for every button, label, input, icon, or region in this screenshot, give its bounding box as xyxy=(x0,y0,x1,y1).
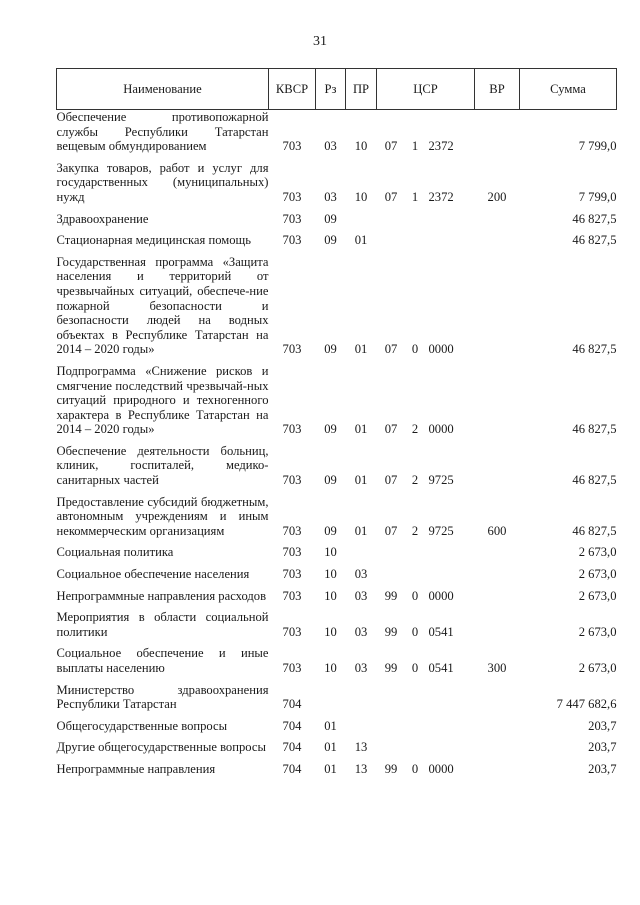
table-row xyxy=(57,110,617,161)
csr-direction: 9725 xyxy=(428,473,454,488)
row-vr xyxy=(475,444,520,495)
row-name: Стационарная медицинская помощь xyxy=(56,233,251,248)
row-sum: 2 673,0 xyxy=(578,545,617,560)
row-vr xyxy=(475,255,520,364)
csr-direction: 2372 xyxy=(428,189,454,204)
row-sum: 46 827,5 xyxy=(572,211,617,226)
row-sum: 2 673,0 xyxy=(578,567,617,582)
row-rz: 03 xyxy=(324,189,337,204)
table-row xyxy=(57,762,617,784)
table-header-row xyxy=(57,69,617,110)
page-number: 31 xyxy=(313,34,327,49)
table-row xyxy=(57,233,617,255)
row-csr xyxy=(377,255,475,364)
row-csr xyxy=(377,110,475,161)
row-kvsr: 703 xyxy=(282,211,302,226)
row-rz: 10 xyxy=(324,545,337,560)
row-vr xyxy=(475,719,520,741)
row-name: Предоставление субсидий бюджетным, автономным учреждениям и иным некоммерческим организациям xyxy=(56,494,269,538)
row-pr: 10 xyxy=(354,189,368,204)
row-pr: 03 xyxy=(354,567,368,582)
row-sum: 2 673,0 xyxy=(578,588,617,603)
row-name: Мероприятия в области социальной политики xyxy=(56,610,269,639)
csr-subprogram: 0 xyxy=(411,624,419,639)
row-csr xyxy=(377,646,475,682)
csr-program: 07 xyxy=(384,342,398,357)
row-name: Непрограммные направления xyxy=(56,761,216,776)
csr-direction: 0000 xyxy=(428,342,454,357)
csr-program: 07 xyxy=(384,473,398,488)
row-name: Обеспечение противопожарной службы Республики Татарстан вещевым обмундированием xyxy=(56,110,269,154)
row-vr xyxy=(475,740,520,762)
csr-subprogram: 0 xyxy=(411,342,419,357)
row-rz: 09 xyxy=(324,342,337,357)
row-name: Другие общегосударственные вопросы xyxy=(56,740,266,755)
header-sum: Сумма xyxy=(520,69,617,110)
csr-subprogram: 1 xyxy=(411,139,419,154)
row-kvsr: 704 xyxy=(282,718,302,733)
budget-table xyxy=(56,68,617,784)
row-rz: 10 xyxy=(324,624,337,639)
table-row xyxy=(57,719,617,741)
row-csr xyxy=(377,762,475,784)
csr-program: 99 xyxy=(384,624,398,639)
csr-program: 99 xyxy=(384,761,398,776)
row-pr xyxy=(346,545,377,567)
row-pr: 03 xyxy=(354,588,368,603)
row-sum: 2 673,0 xyxy=(578,624,617,639)
csr-subprogram: 2 xyxy=(411,473,419,488)
row-sum: 203,7 xyxy=(588,740,617,755)
row-rz: 10 xyxy=(324,661,337,675)
row-vr xyxy=(475,762,520,784)
row-kvsr: 703 xyxy=(282,473,302,488)
row-pr xyxy=(346,719,377,741)
row-sum: 46 827,5 xyxy=(572,523,617,538)
csr-direction: 0541 xyxy=(428,661,454,675)
csr-code xyxy=(377,422,475,437)
row-vr xyxy=(475,589,520,611)
row-rz: 09 xyxy=(324,211,337,226)
row-rz: 09 xyxy=(324,523,337,538)
header-kvsr: КВСР xyxy=(269,69,316,110)
table-row xyxy=(57,255,617,364)
csr-subprogram: 2 xyxy=(411,422,419,437)
row-kvsr: 704 xyxy=(282,697,302,712)
row-name: Непрограммные направления расходов xyxy=(56,588,267,603)
row-sum: 46 827,5 xyxy=(572,233,617,248)
row-vr xyxy=(475,610,520,646)
row-csr xyxy=(377,364,475,444)
row-csr xyxy=(377,444,475,495)
table-row xyxy=(57,364,617,444)
csr-direction: 2372 xyxy=(428,139,454,154)
csr-program: 99 xyxy=(384,661,398,675)
row-csr xyxy=(377,545,475,567)
row-pr: 01 xyxy=(354,422,368,437)
row-kvsr: 703 xyxy=(282,661,302,675)
row-name: Социальное обеспечение населения xyxy=(56,567,250,582)
row-pr: 01 xyxy=(354,473,368,488)
csr-subprogram: 0 xyxy=(411,661,419,675)
header-name: Наименование xyxy=(57,69,269,110)
row-kvsr: 703 xyxy=(282,422,302,437)
row-vr xyxy=(475,545,520,567)
csr-code xyxy=(377,342,475,357)
row-name: Обеспечение деятельности больниц, клиник, госпиталей, медико-санитарных частей xyxy=(56,443,269,488)
header-csr: ЦСР xyxy=(377,69,475,110)
row-kvsr: 704 xyxy=(282,761,302,776)
row-sum: 46 827,5 xyxy=(572,473,617,488)
csr-code xyxy=(377,190,475,205)
row-pr: 03 xyxy=(354,624,368,639)
row-csr xyxy=(377,683,475,719)
row-vr: 600 xyxy=(487,523,507,538)
table-row xyxy=(57,444,617,495)
csr-code xyxy=(377,589,475,604)
row-rz: 10 xyxy=(324,567,337,582)
header-rz: Рз xyxy=(316,69,346,110)
row-rz: 01 xyxy=(324,761,337,776)
row-kvsr: 703 xyxy=(282,139,302,154)
row-sum: 46 827,5 xyxy=(572,342,617,357)
table-row xyxy=(57,495,617,546)
row-rz: 09 xyxy=(324,422,337,437)
row-sum: 7 447 682,6 xyxy=(556,697,617,712)
table-row xyxy=(57,589,617,611)
row-csr xyxy=(377,589,475,611)
row-kvsr: 703 xyxy=(282,545,302,560)
csr-code xyxy=(377,524,475,539)
table-row xyxy=(57,610,617,646)
row-kvsr: 704 xyxy=(282,740,302,755)
table-row xyxy=(57,740,617,762)
row-sum: 2 673,0 xyxy=(578,661,617,675)
csr-program: 07 xyxy=(384,422,398,437)
row-csr xyxy=(377,495,475,546)
csr-code xyxy=(377,762,475,777)
row-rz: 01 xyxy=(324,740,337,755)
csr-subprogram: 0 xyxy=(411,761,419,776)
row-pr xyxy=(346,212,377,234)
row-pr: 13 xyxy=(354,761,368,776)
csr-code xyxy=(377,473,475,488)
csr-subprogram: 2 xyxy=(411,523,419,538)
row-kvsr: 703 xyxy=(282,567,302,582)
header-vr: ВР xyxy=(475,69,520,110)
row-csr xyxy=(377,161,475,212)
row-pr xyxy=(346,683,377,719)
csr-direction: 9725 xyxy=(428,523,454,538)
row-kvsr: 703 xyxy=(282,523,302,538)
row-name: Подпрограмма «Снижение рисков и смягчение последствий чрезвычай-ных ситуаций природного и техногенного характера в Республике Татарстан на 2014 – 2020 годы» xyxy=(56,363,269,437)
row-rz: 01 xyxy=(324,718,337,733)
row-pr: 13 xyxy=(354,740,368,755)
row-kvsr: 703 xyxy=(282,624,302,639)
csr-code xyxy=(377,661,475,676)
row-sum: 7 799,0 xyxy=(578,139,617,154)
row-csr xyxy=(377,233,475,255)
csr-subprogram: 1 xyxy=(411,189,419,204)
row-name: Министерство здравоохранения Республики Татарстан xyxy=(56,682,269,712)
row-name: Государственная программа «Защита населения и территорий от чрезвычайных ситуаций, обеспече-ние пожарной безопасности и безопасности людей на водных объектах в Республике Татарстан на 2014 – 2020 годы» xyxy=(56,254,269,357)
table-row xyxy=(57,567,617,589)
row-name: Социальная политика xyxy=(56,545,174,560)
csr-program: 07 xyxy=(384,189,398,204)
row-rz: 09 xyxy=(324,233,337,248)
row-kvsr: 703 xyxy=(282,588,302,603)
row-sum: 46 827,5 xyxy=(572,422,617,437)
csr-program: 99 xyxy=(384,588,398,603)
row-csr xyxy=(377,719,475,741)
row-kvsr: 703 xyxy=(282,189,302,204)
table-row xyxy=(57,545,617,567)
row-vr xyxy=(475,212,520,234)
row-csr xyxy=(377,740,475,762)
row-csr xyxy=(377,212,475,234)
row-sum: 7 799,0 xyxy=(578,189,617,204)
row-rz: 03 xyxy=(324,139,337,154)
row-vr xyxy=(475,683,520,719)
csr-direction: 0000 xyxy=(428,588,454,603)
table-body xyxy=(57,110,617,784)
table-row xyxy=(57,161,617,212)
row-kvsr: 703 xyxy=(282,342,302,357)
csr-subprogram: 0 xyxy=(411,588,419,603)
table-row xyxy=(57,683,617,719)
row-csr xyxy=(377,610,475,646)
table-row xyxy=(57,212,617,234)
csr-direction: 0000 xyxy=(428,761,454,776)
row-sum: 203,7 xyxy=(588,718,617,733)
csr-direction: 0000 xyxy=(428,422,454,437)
row-csr xyxy=(377,567,475,589)
row-rz xyxy=(316,683,346,719)
row-vr xyxy=(475,233,520,255)
header-pr: ПР xyxy=(346,69,377,110)
table-row xyxy=(57,646,617,682)
row-vr: 200 xyxy=(487,189,507,204)
row-pr: 01 xyxy=(354,342,368,357)
row-rz: 10 xyxy=(324,588,337,603)
row-pr: 01 xyxy=(354,523,368,538)
csr-code xyxy=(377,139,475,154)
row-vr: 300 xyxy=(487,661,507,675)
row-pr: 10 xyxy=(354,139,368,154)
row-vr xyxy=(475,364,520,444)
csr-direction: 0541 xyxy=(428,624,454,639)
csr-program: 07 xyxy=(384,139,398,154)
row-kvsr: 703 xyxy=(282,233,302,248)
row-name: Социальное обеспечение и иные выплаты населению xyxy=(56,646,269,675)
row-name: Здравоохранение xyxy=(56,211,149,226)
row-vr xyxy=(475,110,520,161)
row-pr: 03 xyxy=(354,661,368,675)
csr-program: 07 xyxy=(384,523,398,538)
row-sum: 203,7 xyxy=(588,761,617,776)
row-name: Общегосударственные вопросы xyxy=(56,718,228,733)
row-rz: 09 xyxy=(324,473,337,488)
row-name: Закупка товаров, работ и услуг для государственных (муниципальных) нужд xyxy=(56,160,269,204)
csr-code xyxy=(377,625,475,640)
row-vr xyxy=(475,567,520,589)
row-pr: 01 xyxy=(354,233,368,248)
